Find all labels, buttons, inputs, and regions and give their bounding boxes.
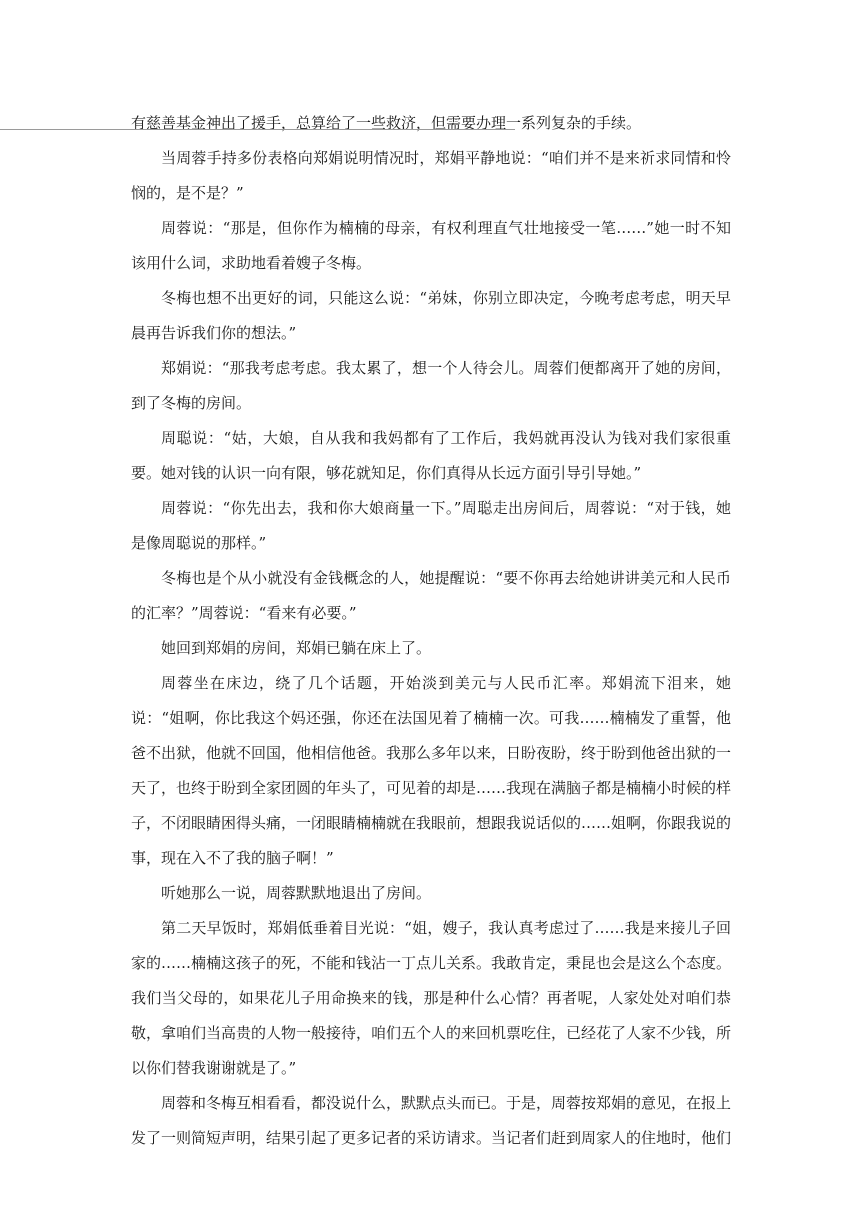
paragraph-3: 周蓉说：“那是，但你作为楠楠的母亲，有权利理直气壮地接受一笔……”她一时不知该用什么词，求助地看着嫂子冬梅。 bbox=[131, 219, 731, 272]
paragraph-13: 周蓉和冬梅互相看看，都没说什么，默默点头而已。于是，周蓉按郑娟的意见，在报上发了一则简短声明，结果引起了更多记者的采访请求。当记者们赶到周家人的住地时，他们 bbox=[131, 1094, 732, 1147]
paragraph-10: 周蓉坐在床边，绕了几个话题，开始淡到美元与人民币汇率。郑娟流下泪来，她说：“姐啊，你比我这个妈还强，你还在法国见着了楠楠一次。可我……楠楠发了重誓，他爸不出狱，他就不回国，他相信他爸。我那么多年以来，日盼夜盼，终于盼到他爸出狱的一天了，也终于盼到全家团圆的年头了，可见着的却是……我现在满脑子都是楠楠小时候的样子，不闭眼睛困得头痛，一闭眼睛楠楠就在我眼前，想跟我说话似的……姐啊，你跟我说的事，现在入不了我的脑子啊！” bbox=[131, 674, 732, 867]
paragraph-8: 冬梅也是个从小就没有金钱概念的人，她提醒说：“要不你再去给她讲讲美元和人民币的汇率？”周蓉说：“看来有必要。” bbox=[131, 569, 731, 622]
document-body bbox=[131, 106, 731, 1156]
paragraph-12: 第二天早饭时，郑娟低垂着目光说：“姐，嫂子，我认真考虑过了……我是来接儿子回家的……楠楠这孩子的死，不能和钱沾一丁点儿关系。我敢肯定，秉昆也会是这么个态度。我们当父母的，如果花儿子用命换来的钱，那是种什么心情？再者呢，人家处处对咱们恭敬，拿咱们当高贵的人物一般接待，咱们五个人的来回机票吃住，已经花了人家不少钱，所以你们替我谢谢就是了。” bbox=[131, 919, 732, 1077]
paragraph-4: 冬梅也想不出更好的词，只能这么说：“弟妹，你别立即决定，今晚考虑考虑，明天早晨再告诉我们你的想法。” bbox=[131, 289, 731, 342]
paragraph-7: 周蓉说：“你先出去，我和你大娘商量一下。”周聪走出房间后，周蓉说：“对于钱，她是像周聪说的那样。” bbox=[131, 499, 731, 552]
first-line-underline bbox=[0, 129, 515, 130]
paragraph-5: 郑娟说：“那我考虑考虑。我太累了，想一个人待会儿。周蓉们便都离开了她的房间，到了冬梅的房间。 bbox=[131, 359, 731, 412]
paragraph-11: 听她那么一说，周蓉默默地退出了房间。 bbox=[161, 884, 432, 902]
paragraph-9: 她回到郑娟的房间，郑娟已躺在床上了。 bbox=[161, 639, 432, 657]
paragraph-1: 有慈善基金神出了援手，总算给了一些救济，但需要办理一系列复杂的手续。 bbox=[131, 114, 642, 132]
paragraph-6: 周聪说：“姑，大娘，自从我和我妈都有了工作后，我妈就再没认为钱对我们家很重要。她对钱的认识一向有限，够花就知足，你们真得从长远方面引导引导她。” bbox=[131, 429, 731, 482]
paragraph-2: 当周蓉手持多份表格向郑娟说明情况时，郑娟平静地说：“咱们并不是来祈求同情和怜悯的，是不是？” bbox=[131, 149, 731, 202]
